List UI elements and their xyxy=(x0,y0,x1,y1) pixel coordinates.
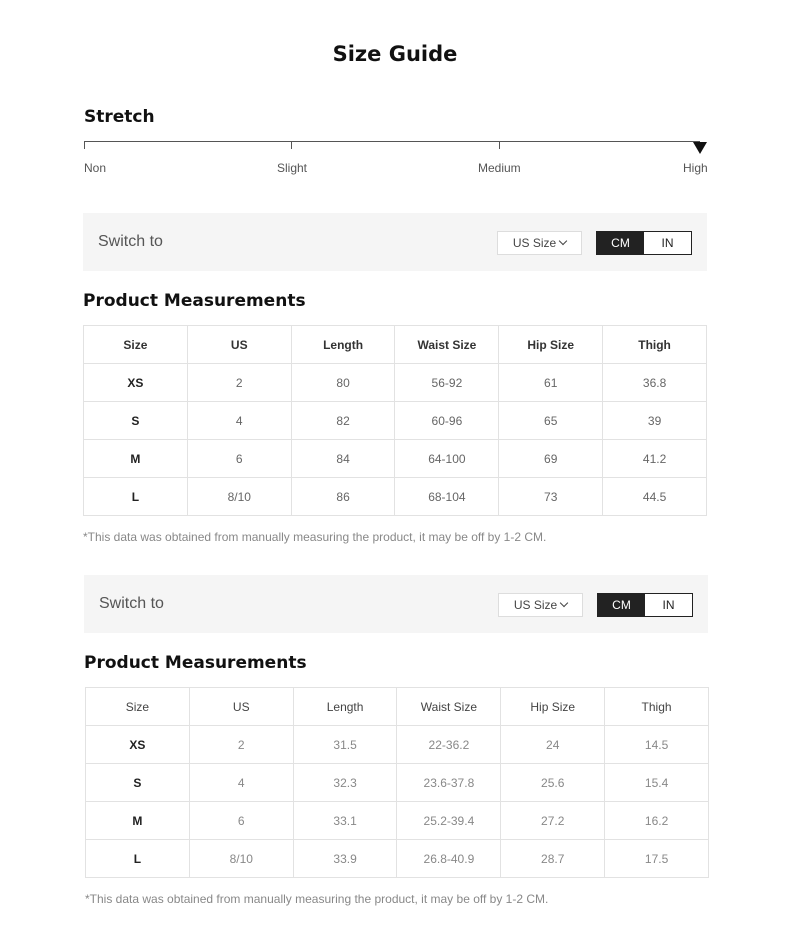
table-cell: 26.8-40.9 xyxy=(397,840,501,878)
table-row xyxy=(86,802,709,840)
table-header-row xyxy=(84,326,707,364)
table-cell: 56-92 xyxy=(395,364,499,402)
section-heading: Product Measurements xyxy=(84,653,307,673)
size-system-select[interactable] xyxy=(498,593,583,617)
column-header: Waist Size xyxy=(397,688,501,726)
table-cell: 33.1 xyxy=(293,802,397,840)
section-heading: Product Measurements xyxy=(83,291,306,311)
table-cell: 84 xyxy=(291,440,395,478)
table-cell: 39 xyxy=(603,402,707,440)
size-system-value: US Size xyxy=(513,598,558,612)
stretch-indicator-icon xyxy=(693,142,707,154)
column-header: Waist Size xyxy=(395,326,499,364)
stretch-level-high: High xyxy=(683,161,708,175)
measurement-note: *This data was obtained from manually measuring the product, it may be off by 1-2 CM. xyxy=(85,892,549,906)
unit-toggle xyxy=(596,231,692,255)
measurement-note: *This data was obtained from manually measuring the product, it may be off by 1-2 CM. xyxy=(83,530,547,544)
table-cell: 65 xyxy=(499,402,603,440)
page-title: Size Guide xyxy=(332,42,458,66)
unit-toggle xyxy=(597,593,693,617)
stretch-level-non: Non xyxy=(84,161,107,175)
size-cell: S xyxy=(86,764,190,802)
size-cell: M xyxy=(86,802,190,840)
switch-to-label: Switch to xyxy=(99,595,164,612)
table-cell: 27.2 xyxy=(501,802,605,840)
table-cell: 16.2 xyxy=(605,802,709,840)
table-cell: 15.4 xyxy=(605,764,709,802)
unit-cm-button[interactable]: CM xyxy=(598,594,645,616)
table-cell: 36.8 xyxy=(603,364,707,402)
table-cell: 31.5 xyxy=(293,726,397,764)
column-header: Size xyxy=(84,326,188,364)
table-cell: 86 xyxy=(291,478,395,516)
stretch-label: Stretch xyxy=(84,107,155,127)
table-cell: 4 xyxy=(187,402,291,440)
table-cell: 24 xyxy=(501,726,605,764)
table-cell: 44.5 xyxy=(603,478,707,516)
table-row xyxy=(84,440,707,478)
column-header: Length xyxy=(293,688,397,726)
table-row xyxy=(86,764,709,802)
size-system-select[interactable] xyxy=(497,231,582,255)
switch-to-label: Switch to xyxy=(98,233,163,250)
table-cell: 22-36.2 xyxy=(397,726,501,764)
stretch-tick xyxy=(499,141,500,149)
table-cell: 8/10 xyxy=(189,840,293,878)
table-cell: 2 xyxy=(189,726,293,764)
unit-cm-button[interactable]: CM xyxy=(597,232,644,254)
unit-in-button[interactable]: IN xyxy=(662,598,675,612)
table-cell: 41.2 xyxy=(603,440,707,478)
chevron-down-icon xyxy=(560,599,568,607)
column-header: Size xyxy=(86,688,190,726)
size-cell: M xyxy=(84,440,188,478)
table-cell: 6 xyxy=(189,802,293,840)
table-cell: 32.3 xyxy=(293,764,397,802)
column-header: US xyxy=(187,326,291,364)
size-cell: S xyxy=(84,402,188,440)
table-cell: 28.7 xyxy=(501,840,605,878)
column-header: Thigh xyxy=(603,326,707,364)
table-cell: 68-104 xyxy=(395,478,499,516)
size-cell: L xyxy=(86,840,190,878)
table-cell: 64-100 xyxy=(395,440,499,478)
table-row xyxy=(84,364,707,402)
table-cell: 61 xyxy=(499,364,603,402)
stretch-scale xyxy=(84,141,700,142)
size-cell: L xyxy=(84,478,188,516)
table-cell: 25.6 xyxy=(501,764,605,802)
table-cell: 60-96 xyxy=(395,402,499,440)
table-row xyxy=(84,478,707,516)
size-cell: XS xyxy=(84,364,188,402)
stretch-tick xyxy=(291,141,292,149)
table-cell: 33.9 xyxy=(293,840,397,878)
unit-switch-bar xyxy=(84,575,708,633)
size-system-value: US Size xyxy=(512,236,557,250)
table-cell: 82 xyxy=(291,402,395,440)
table-cell: 23.6-37.8 xyxy=(397,764,501,802)
table-cell: 14.5 xyxy=(605,726,709,764)
unit-in-button[interactable]: IN xyxy=(661,236,674,250)
unit-switch-bar xyxy=(83,213,707,271)
column-header: Hip Size xyxy=(501,688,605,726)
column-header: US xyxy=(189,688,293,726)
table-cell: 4 xyxy=(189,764,293,802)
stretch-level-slight: Slight xyxy=(277,161,308,175)
column-header: Length xyxy=(291,326,395,364)
stretch-level-medium: Medium xyxy=(478,161,521,175)
table-cell: 69 xyxy=(499,440,603,478)
measurements-table xyxy=(83,325,707,516)
table-cell: 80 xyxy=(291,364,395,402)
column-header: Hip Size xyxy=(499,326,603,364)
measurements-table xyxy=(85,687,709,878)
stretch-tick xyxy=(84,141,85,149)
table-cell: 2 xyxy=(187,364,291,402)
table-header-row xyxy=(86,688,709,726)
table-cell: 25.2-39.4 xyxy=(397,802,501,840)
table-row xyxy=(86,726,709,764)
table-cell: 8/10 xyxy=(187,478,291,516)
column-header: Thigh xyxy=(605,688,709,726)
table-cell: 73 xyxy=(499,478,603,516)
table-cell: 6 xyxy=(187,440,291,478)
chevron-down-icon xyxy=(559,237,567,245)
table-row xyxy=(84,402,707,440)
table-cell: 17.5 xyxy=(605,840,709,878)
table-row xyxy=(86,840,709,878)
size-cell: XS xyxy=(86,726,190,764)
